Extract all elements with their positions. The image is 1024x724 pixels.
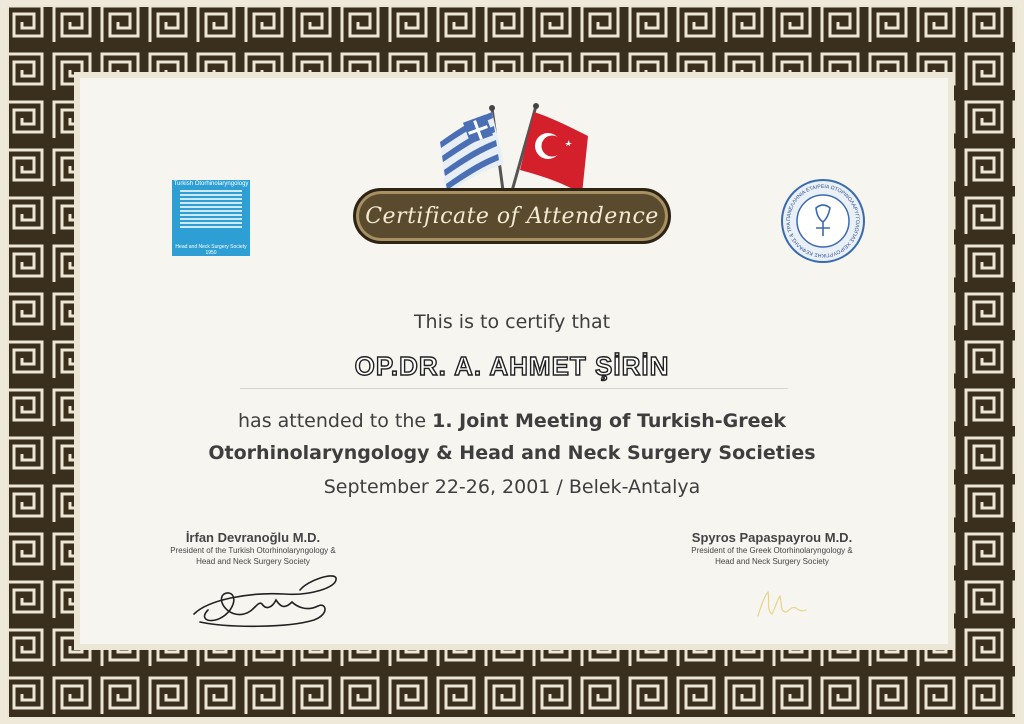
certificate-title: Certificate of Attendence <box>365 203 659 229</box>
signatory-left-name: İrfan Devranoğlu M.D. <box>185 530 321 545</box>
meeting-name-part2: Otorhinolaryngology & Head and Neck Surgery Societies <box>208 442 816 464</box>
signatory-left <box>158 530 348 567</box>
crossed-flags <box>432 100 592 200</box>
signatory-right-name: Spyros Papaspayrou M.D. <box>691 530 853 545</box>
logo-left-emblem <box>180 190 242 228</box>
signatory-left-role-1: President of the Turkish Otorhinolaryngology & <box>170 546 336 555</box>
turkish-flag-icon <box>510 103 588 198</box>
logo-left-year: 1950 <box>205 250 217 256</box>
signatory-right-role-1: President of the Greek Otorhinolaryngology & <box>691 546 853 555</box>
society-logo-icon <box>172 180 250 256</box>
seal-ring-text: ΠΑΝΕΛΛΗΝΙΑ ΕΤΑΙΡΕΙΑ ΩΤΟΡΙΝΟΛΑΡΥΓΓΟΛΟΓΙΑΣ ΧΕΙΡΟΥΡΓΙΚΗΣ ΚΕΦΑΛΗΣ & ΤΡΑ <box>785 183 861 259</box>
certify-text: This is to certify that <box>413 311 611 333</box>
logo-left-top-text: Turkish Otorhinolaryngology <box>173 181 249 187</box>
signatory-right <box>672 530 872 567</box>
signature-right-icon <box>750 588 810 620</box>
date-location: September 22-26, 2001 / Belek-Antalya <box>323 476 701 498</box>
meeting-name-part1: 1. Joint Meeting of Turkish-Greek <box>432 410 786 432</box>
attended-prefix: has attended to the <box>238 410 433 432</box>
signatory-right-role-2: Head and Neck Surgery Society <box>715 557 829 566</box>
greek-flag-icon <box>440 105 504 198</box>
signature-icon <box>188 570 348 630</box>
society-seal-icon <box>780 178 866 264</box>
name-underline <box>240 388 788 389</box>
certificate-title-banner <box>353 188 671 244</box>
attendance-line <box>0 410 1024 432</box>
signatory-left-role-2: Head and Neck Surgery Society <box>196 557 310 566</box>
logo-left-bottom-text: Head and Neck Surgery Society <box>175 244 247 250</box>
recipient-name: OP.DR. A. AHMET ŞİRİN <box>354 351 670 381</box>
